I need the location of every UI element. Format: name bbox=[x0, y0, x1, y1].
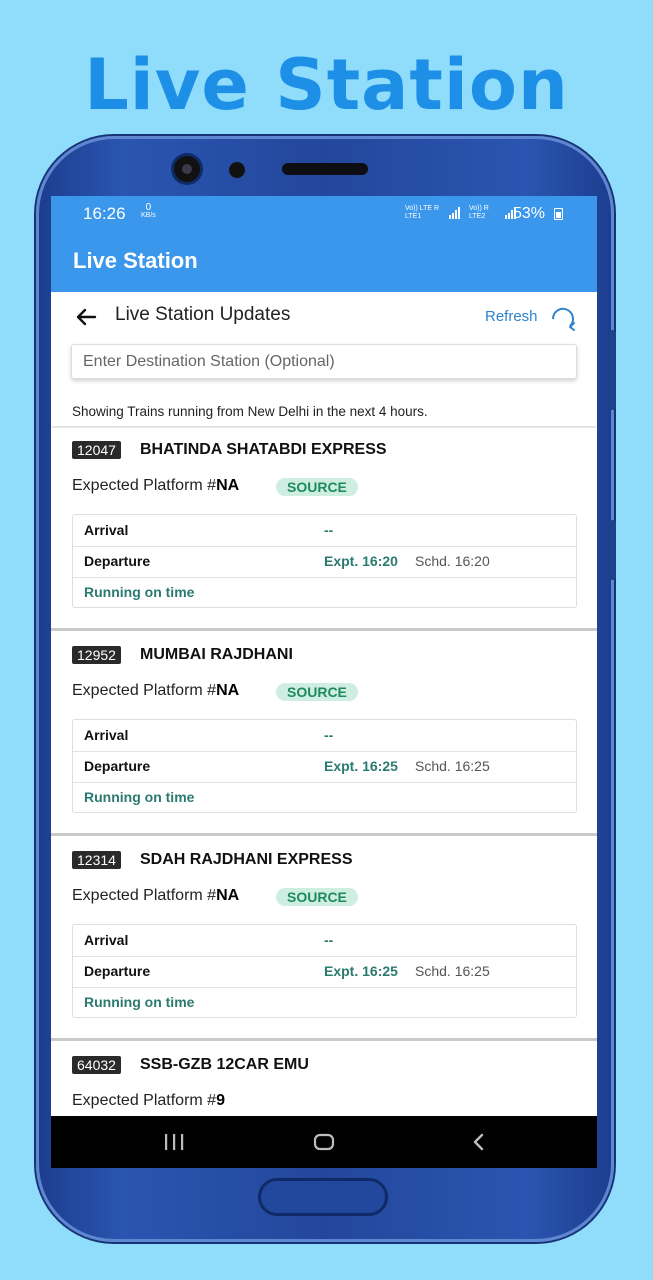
running-status: Running on time bbox=[84, 994, 195, 1010]
status-row bbox=[73, 987, 576, 1018]
source-badge: SOURCE bbox=[276, 478, 358, 496]
timing-table bbox=[72, 514, 577, 608]
departure-expected: Expt. 16:20 bbox=[324, 553, 398, 569]
train-number: 64032 bbox=[72, 1056, 121, 1074]
departure-label: Departure bbox=[84, 553, 151, 569]
train-number: 12047 bbox=[72, 441, 121, 459]
page-header bbox=[51, 292, 597, 344]
arrival-value: -- bbox=[324, 932, 334, 948]
promo-title: Live Station bbox=[84, 44, 569, 126]
app-title: Live Station bbox=[73, 248, 198, 273]
expected-platform: Expected Platform #NA bbox=[72, 477, 240, 494]
departure-label: Departure bbox=[84, 758, 151, 774]
expected-platform: Expected Platform #9 bbox=[72, 1092, 225, 1109]
expected-platform: Expected Platform #NA bbox=[72, 887, 240, 904]
train-name: SSB-GZB 12CAR EMU bbox=[140, 1056, 309, 1073]
back-icon[interactable] bbox=[471, 1132, 487, 1152]
departure-row bbox=[73, 751, 576, 783]
earpiece-speaker bbox=[282, 163, 368, 175]
train-name: BHATINDA SHATABDI EXPRESS bbox=[140, 441, 387, 458]
status-row bbox=[73, 577, 576, 608]
train-card[interactable] bbox=[51, 428, 597, 631]
arrival-value: -- bbox=[324, 522, 334, 538]
train-number: 12952 bbox=[72, 646, 121, 664]
page-title: Live Station Updates bbox=[115, 304, 291, 325]
departure-scheduled: Schd. 16:25 bbox=[415, 963, 490, 979]
volume-button bbox=[609, 330, 616, 410]
departure-row bbox=[73, 956, 576, 988]
signal-bars-icon bbox=[449, 207, 461, 219]
departure-scheduled: Schd. 16:25 bbox=[415, 758, 490, 774]
info-banner bbox=[51, 400, 597, 426]
phone-screen bbox=[51, 196, 597, 1168]
recent-apps-icon[interactable] bbox=[163, 1133, 185, 1151]
hardware-home-button[interactable] bbox=[258, 1178, 388, 1216]
status-row bbox=[73, 782, 576, 813]
source-badge: SOURCE bbox=[276, 888, 358, 906]
departure-expected: Expt. 16:25 bbox=[324, 963, 398, 979]
train-name: SDAH RAJDHANI EXPRESS bbox=[140, 851, 353, 868]
timing-table bbox=[72, 924, 577, 1018]
arrow-left-icon[interactable] bbox=[71, 302, 101, 332]
expected-platform: Expected Platform #NA bbox=[72, 682, 240, 699]
train-card[interactable] bbox=[51, 1043, 597, 1116]
arrival-value: -- bbox=[324, 727, 334, 743]
power-button bbox=[609, 520, 616, 580]
arrival-label: Arrival bbox=[84, 727, 129, 743]
train-name: MUMBAI RAJDHANI bbox=[140, 646, 293, 663]
battery-icon bbox=[554, 208, 563, 220]
timing-table bbox=[72, 719, 577, 813]
departure-expected: Expt. 16:25 bbox=[324, 758, 398, 774]
arrival-row bbox=[73, 720, 576, 752]
navigation-bar bbox=[51, 1116, 597, 1168]
train-number: 12314 bbox=[72, 851, 121, 869]
running-status: Running on time bbox=[84, 584, 195, 600]
front-camera bbox=[174, 156, 200, 182]
departure-scheduled: Schd. 16:20 bbox=[415, 553, 490, 569]
refresh-button[interactable]: Refresh bbox=[485, 308, 538, 325]
info-text: Showing Trains running from New Delhi in the next 4 hours. bbox=[72, 404, 428, 419]
status-time: 16:26 bbox=[83, 204, 126, 223]
source-badge: SOURCE bbox=[276, 683, 358, 701]
arrival-label: Arrival bbox=[84, 932, 129, 948]
train-card[interactable] bbox=[51, 838, 597, 1041]
status-bar: 16:26 0 KB/s Vo)) LTE R LTE1 Vo)) R LTE2 53% bbox=[51, 196, 597, 232]
arrival-row bbox=[73, 925, 576, 957]
departure-row bbox=[73, 546, 576, 578]
network-speed: 0 KB/s bbox=[141, 202, 156, 219]
arrival-label: Arrival bbox=[84, 522, 129, 538]
running-status: Running on time bbox=[84, 789, 195, 805]
refresh-icon[interactable] bbox=[547, 302, 579, 334]
home-icon[interactable] bbox=[313, 1132, 335, 1152]
departure-label: Departure bbox=[84, 963, 151, 979]
train-card[interactable] bbox=[51, 633, 597, 836]
destination-station-input[interactable] bbox=[71, 344, 577, 379]
app-bar bbox=[51, 232, 597, 292]
proximity-sensor bbox=[229, 162, 245, 178]
content-area bbox=[51, 292, 597, 1116]
battery-percent: 53% bbox=[513, 205, 546, 222]
arrival-row bbox=[73, 515, 576, 547]
